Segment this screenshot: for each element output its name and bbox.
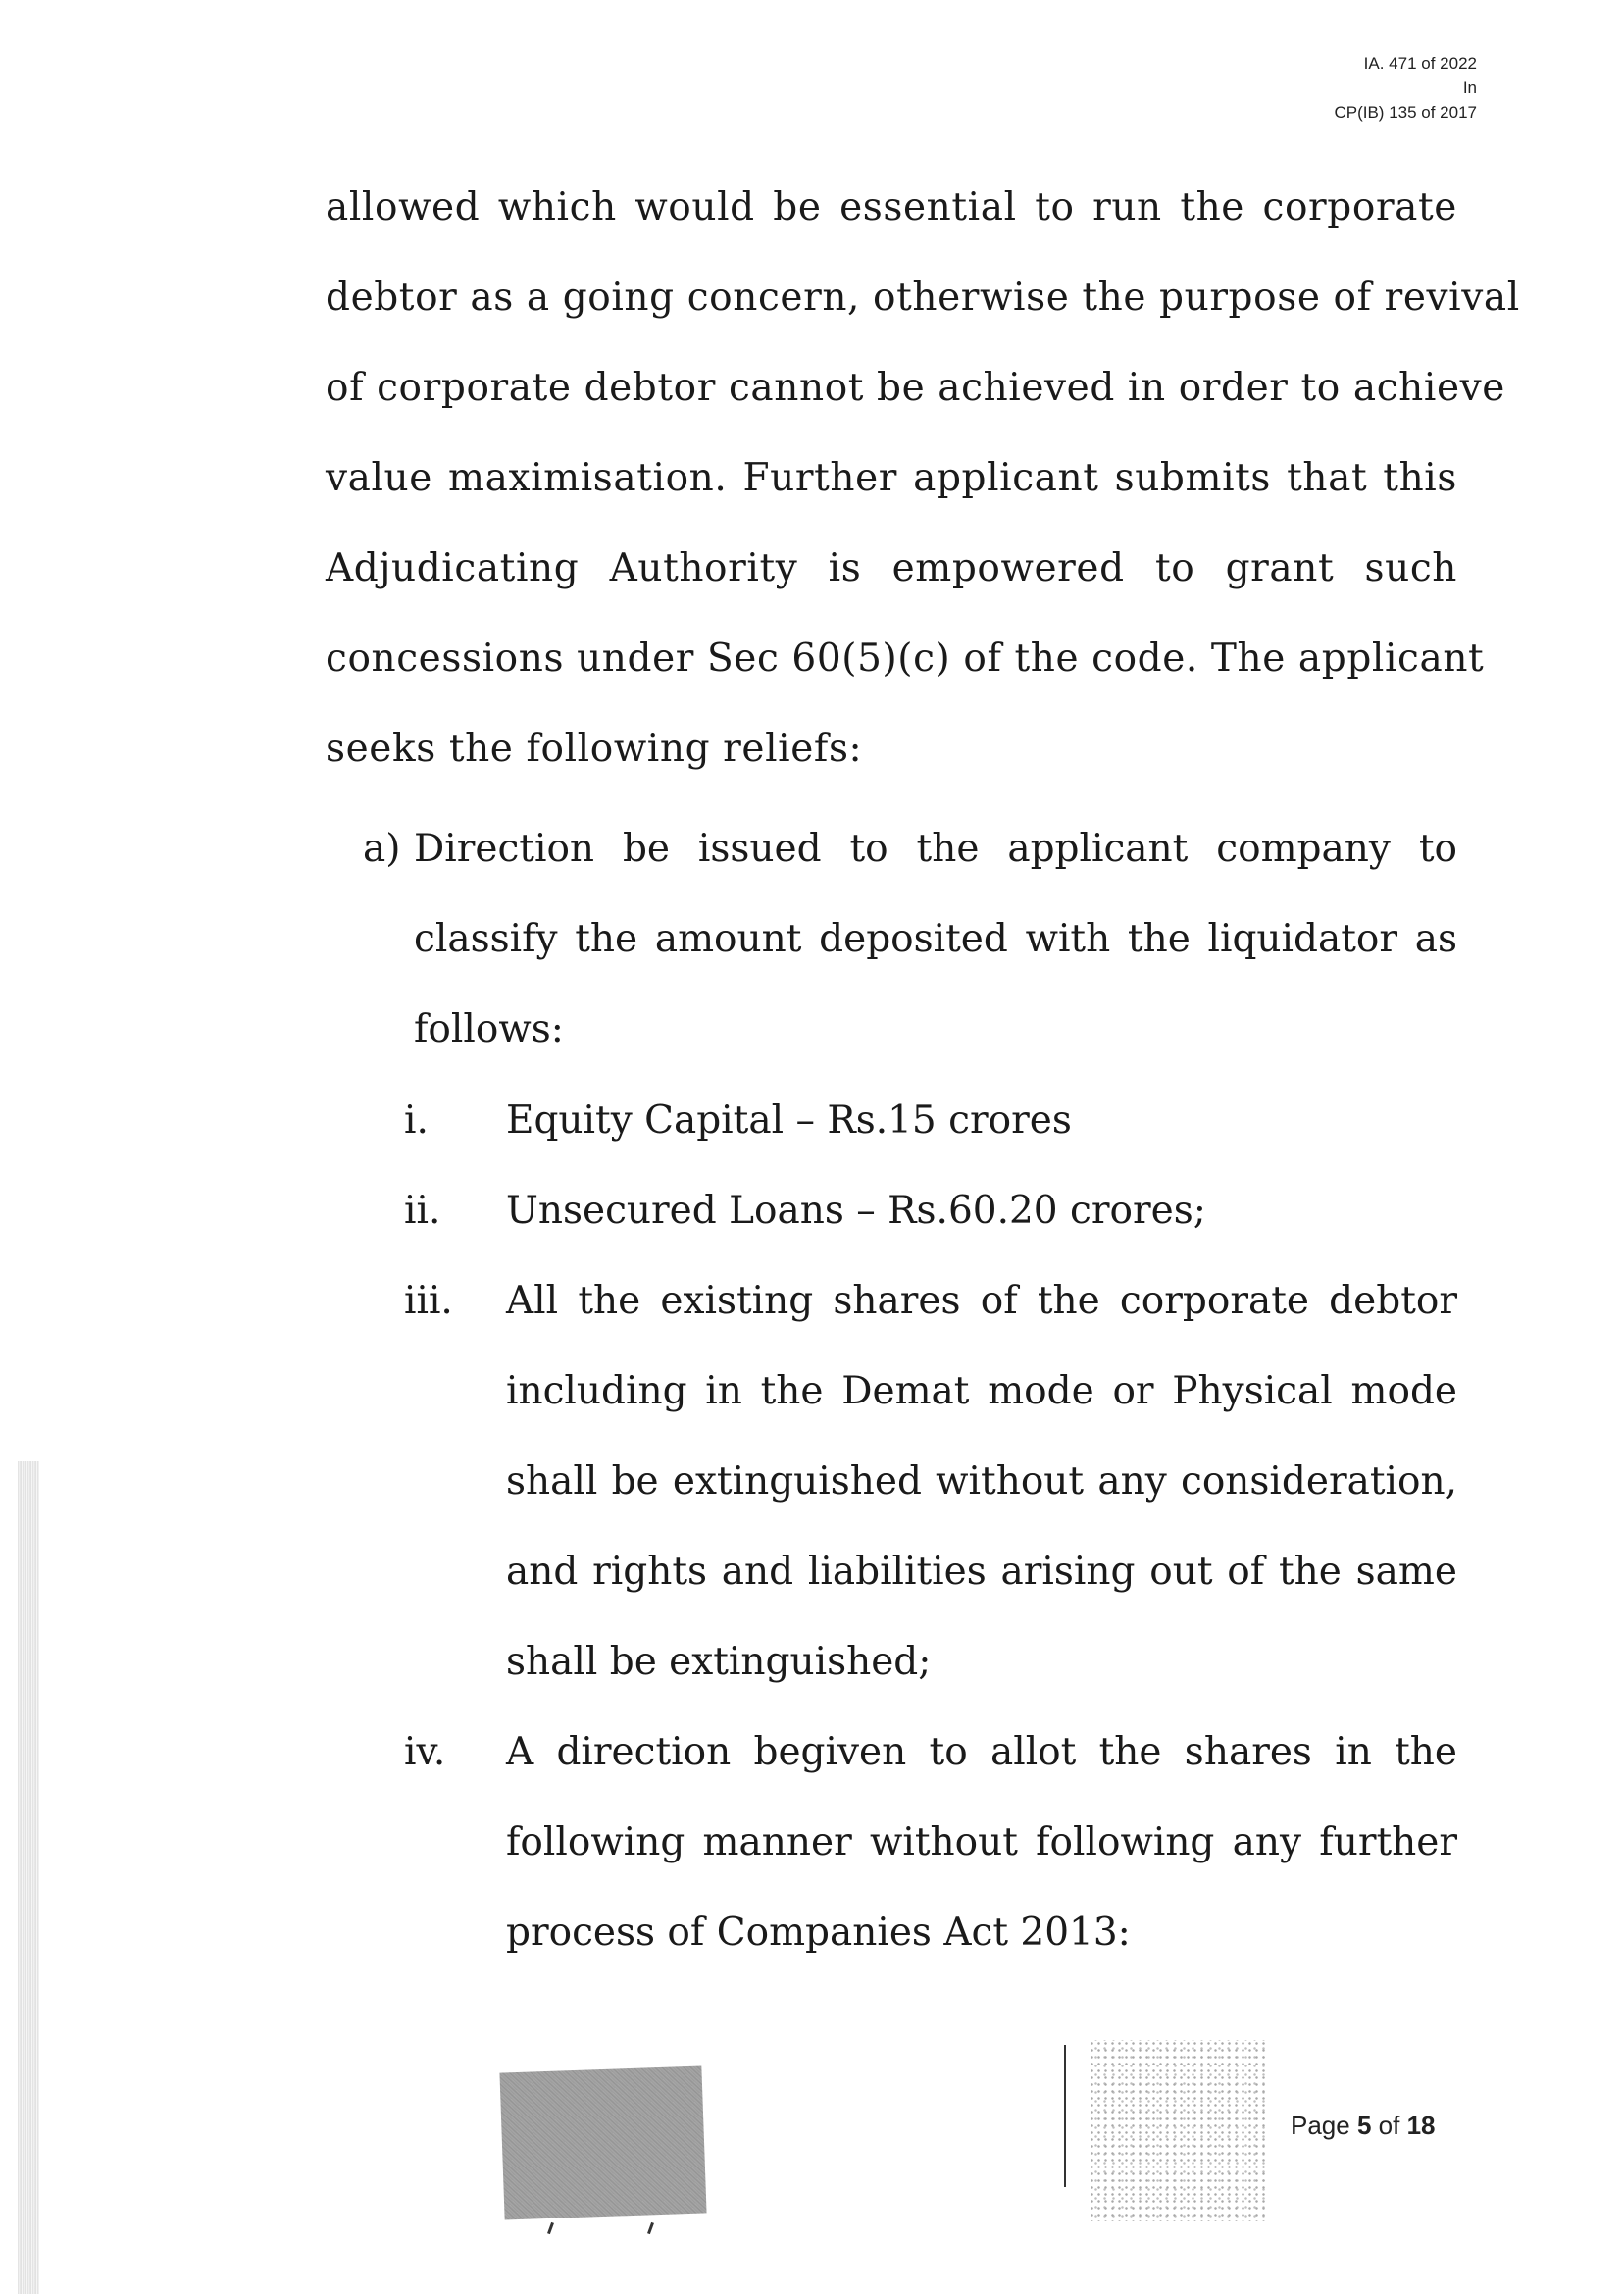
page-number-current: 5	[1356, 2111, 1372, 2140]
sub-item-text	[506, 1708, 1457, 1978]
case-reference-cp: CP(IB) 135 of 2017	[1334, 103, 1477, 122]
sub-item-text	[506, 1076, 1457, 1166]
seal-stamp	[1089, 2040, 1265, 2221]
sub-item-line: shall be extinguished;	[506, 1640, 932, 1684]
relief-a-label: a)	[363, 827, 401, 871]
signature-stamp	[499, 2065, 706, 2219]
sub-item-number: ii.	[404, 1189, 441, 1233]
page-number	[1291, 2111, 1435, 2141]
body-line: Adjudicating Authority is empowered to grant such	[326, 546, 1457, 590]
page-number-mid: of	[1371, 2111, 1407, 2140]
stamp-mark	[647, 2222, 654, 2234]
stamp-mark	[547, 2222, 554, 2234]
sub-item-number: iii.	[404, 1279, 453, 1323]
sub-item-line: Unsecured Loans – Rs.60.20 crores;	[506, 1189, 1206, 1233]
sub-item-line: following manner without following any further	[506, 1820, 1457, 1864]
body-line: of corporate debtor cannot be achieved in order to achieve	[326, 366, 1505, 410]
body-line: seeks the following reliefs:	[326, 727, 863, 771]
sub-item-line: Equity Capital – Rs.15 crores	[506, 1098, 1072, 1143]
sub-item-line: A direction begiven to allot the shares in the	[506, 1730, 1457, 1774]
body-line: allowed which would be essential to run the corporate	[326, 185, 1457, 229]
page-number-total: 18	[1406, 2111, 1436, 2140]
relief-a-line: classify the amount deposited with the liquidator as	[414, 917, 1457, 961]
sub-item-number: i.	[404, 1098, 429, 1143]
relief-a-line: follows:	[414, 1007, 564, 1051]
sub-item-text	[506, 1166, 1457, 1256]
page-number-prefix: Page	[1291, 2111, 1357, 2140]
sub-item-line: and rights and liabilities arising out of the same	[506, 1550, 1457, 1594]
relief-a-line: Direction be issued to the applicant company to	[414, 827, 1457, 871]
scan-edge-artifact	[18, 1461, 39, 2294]
case-reference	[1334, 51, 1477, 125]
signature-line	[1064, 2045, 1066, 2187]
body-line: value maximisation. Further applicant submits that this	[326, 456, 1457, 500]
sub-item-number: iv.	[404, 1730, 446, 1774]
body-line: debtor as a going concern, otherwise the purpose of revival	[326, 276, 1520, 320]
sub-item-text	[506, 1256, 1457, 1708]
case-reference-in: In	[1462, 78, 1477, 97]
body-paragraph	[326, 163, 1520, 794]
relief-a-text	[414, 804, 1457, 1075]
sub-item-line: process of Companies Act 2013:	[506, 1911, 1131, 1955]
body-line: concessions under Sec 60(5)(c) of the code. The applicant	[326, 637, 1485, 681]
case-reference-ia: IA. 471 of 2022	[1363, 54, 1477, 73]
sub-item-line: including in the Demat mode or Physical mode	[506, 1369, 1457, 1413]
sub-item-line: All the existing shares of the corporate debtor	[506, 1279, 1457, 1323]
sub-item-line: shall be extinguished without any consideration,	[506, 1459, 1457, 1504]
